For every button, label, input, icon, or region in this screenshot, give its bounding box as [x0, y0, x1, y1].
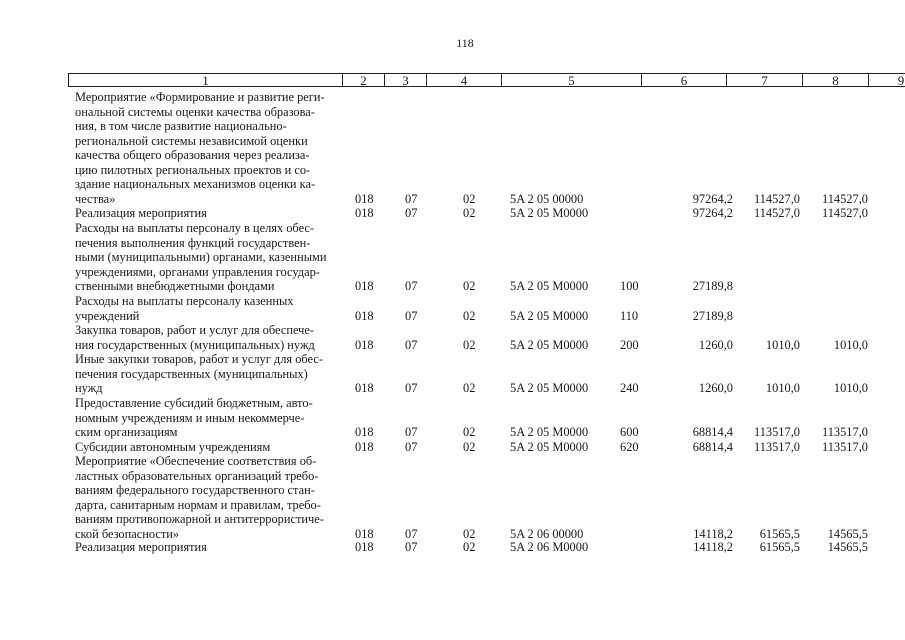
cell-c4: 02 [463, 381, 476, 396]
cell-c5: 5A 2 05 00000 [510, 191, 584, 206]
header-col-2: 2 [342, 73, 385, 87]
description-line: печения государственных (муниципальных) [75, 366, 308, 381]
description-line: Расходы на выплаты персоналу казенных [75, 294, 294, 308]
row-description [75, 440, 341, 455]
cell-c8: 61565,5 [759, 540, 800, 554]
cell-c7: 14118,2 [693, 540, 733, 554]
description-line: ными (муниципальными) органами, казенными [75, 250, 327, 265]
cell-c5: 5A 2 05 M0000 [510, 206, 589, 220]
cell-c6: 110 [620, 308, 639, 323]
cell-c5: 5A 2 05 M0000 [510, 440, 589, 454]
cell-c4: 02 [463, 279, 476, 294]
description-line: Субсидии автономным учреждениям [75, 440, 271, 454]
cell-c5: 5A 2 06 00000 [510, 526, 584, 541]
cell-c8: 114527,0 [753, 206, 800, 220]
description-line: Мероприятие «Обеспечение соответствия об- [75, 454, 317, 468]
row-description [75, 540, 341, 555]
description-line: региональной системы независимой оценки [75, 133, 308, 148]
table-header [68, 73, 905, 88]
cell-c9: 14565,5 [827, 540, 868, 554]
description-line: ваниям противопожарной и антитеррористиче- [75, 512, 324, 527]
row-description [75, 352, 341, 396]
cell-c4: 02 [463, 206, 476, 220]
description-line: номным учреждениям и иным некоммерче- [75, 410, 305, 425]
description-line: печения выполнения функций государствен- [75, 235, 311, 250]
cell-c8: 113517,0 [753, 425, 800, 440]
description-line: ния, в том числе развитие национально- [75, 119, 287, 134]
cell-c3: 07 [405, 308, 418, 323]
cell-c4: 02 [463, 337, 476, 352]
cell-c6: 200 [620, 337, 639, 352]
description-line: Иные закупки товаров, работ и услуг для обес- [75, 352, 323, 366]
cell-c3: 07 [405, 440, 418, 454]
cell-c7: 27189,8 [692, 279, 733, 294]
cell-c3: 07 [405, 206, 418, 220]
cell-c2: 018 [355, 425, 374, 440]
row-description [75, 90, 341, 206]
header-col-5: 5 [501, 73, 642, 87]
cell-c5: 5A 2 05 M0000 [510, 381, 589, 396]
cell-c3: 07 [405, 526, 418, 541]
cell-c2: 018 [355, 308, 374, 323]
header-col-3: 3 [384, 73, 427, 87]
description-line: учреждениями, органами управления государ- [75, 264, 320, 279]
cell-c8: 1010,0 [765, 381, 800, 396]
row-description [75, 221, 341, 294]
cell-c5: 5A 2 05 M0000 [510, 279, 589, 294]
cell-c9: 1010,0 [833, 381, 868, 396]
description-line: ским организациям [75, 425, 178, 440]
cell-c7: 97264,2 [692, 191, 733, 206]
cell-c3: 07 [405, 191, 418, 206]
cell-c3: 07 [405, 337, 418, 352]
cell-c5: 5A 2 05 M0000 [510, 425, 589, 440]
cell-c9: 113517,0 [821, 425, 868, 440]
cell-c4: 02 [463, 526, 476, 541]
header-col-8: 8 [802, 73, 869, 87]
cell-c6: 600 [620, 425, 639, 440]
cell-c3: 07 [405, 279, 418, 294]
cell-c7: 27189,8 [692, 308, 733, 323]
description-line: цию пилотных региональных проектов и со- [75, 162, 311, 177]
cell-c8: 61565,5 [759, 526, 800, 541]
description-line: учреждений [75, 308, 140, 323]
cell-c7: 14118,2 [693, 526, 733, 541]
row-description [75, 323, 341, 352]
cell-c4: 02 [463, 440, 476, 454]
header-col-9: 9 [868, 73, 905, 87]
header-col-7: 7 [726, 73, 803, 87]
description-line: Реализация мероприятия [75, 206, 207, 220]
description-line: Реализация мероприятия [75, 540, 207, 554]
description-line: Закупка товаров, работ и услуг для обеспече- [75, 323, 315, 337]
description-line: здание национальных механизмов оценки ка- [75, 177, 316, 192]
cell-c9: 114527,0 [821, 206, 868, 220]
cell-c2: 018 [355, 440, 374, 454]
cell-c2: 018 [355, 526, 374, 541]
cell-c3: 07 [405, 540, 418, 554]
row-description [75, 454, 341, 541]
cell-c2: 018 [355, 381, 374, 396]
row-description [75, 206, 341, 221]
cell-c2: 018 [355, 191, 374, 206]
cell-c5: 5A 2 05 M0000 [510, 337, 589, 352]
description-line: ской безопасности» [75, 526, 180, 541]
cell-c7: 1260,0 [698, 381, 733, 396]
description-line: качества общего образования через реализа- [75, 148, 310, 163]
cell-c7: 68814,4 [692, 425, 733, 440]
cell-c9: 1010,0 [833, 337, 868, 352]
cell-c3: 07 [405, 381, 418, 396]
row-description [75, 294, 341, 323]
cell-c6: 240 [620, 381, 639, 396]
cell-c6: 100 [620, 279, 639, 294]
cell-c4: 02 [463, 540, 476, 554]
cell-c8: 113517,0 [753, 440, 800, 454]
description-line: Предоставление субсидий бюджетным, авто- [75, 396, 313, 410]
cell-c9: 114527,0 [821, 191, 868, 206]
description-line: ственными внебюджетными фондами [75, 279, 275, 294]
header-col-1: 1 [68, 73, 343, 87]
cell-c7: 68814,4 [692, 440, 733, 454]
cell-c7: 1260,0 [698, 337, 733, 352]
row-description [75, 396, 341, 440]
cell-c6: 620 [620, 440, 639, 454]
description-line: чества» [75, 191, 116, 206]
description-line: ваниям федерального государственного стан- [75, 483, 315, 498]
cell-c4: 02 [463, 425, 476, 440]
description-line: ональной системы оценки качества образова- [75, 104, 315, 119]
description-line: нужд [75, 381, 103, 396]
description-line: ния государственных (муниципальных) нужд [75, 337, 315, 352]
header-col-4: 4 [426, 73, 502, 87]
cell-c8: 114527,0 [753, 191, 800, 206]
description-line: дарта, санитарным нормам и правилам, требо- [75, 497, 321, 512]
cell-c5: 5A 2 05 M0000 [510, 308, 589, 323]
cell-c2: 018 [355, 279, 374, 294]
header-col-6: 6 [641, 73, 727, 87]
description-line: Мероприятие «Формирование и развитие реги- [75, 90, 325, 104]
cell-c4: 02 [463, 308, 476, 323]
description-line: Расходы на выплаты персоналу в целях обес- [75, 221, 315, 235]
cell-c2: 018 [355, 206, 374, 220]
cell-c4: 02 [463, 191, 476, 206]
description-line: ластных образовательных организаций требо- [75, 468, 319, 483]
cell-c7: 97264,2 [692, 206, 733, 220]
cell-c9: 113517,0 [821, 440, 868, 454]
cell-c5: 5A 2 06 M0000 [510, 540, 589, 554]
cell-c9: 14565,5 [827, 526, 868, 541]
cell-c2: 018 [355, 337, 374, 352]
page-number: 118 [456, 36, 474, 50]
cell-c3: 07 [405, 425, 418, 440]
cell-c8: 1010,0 [765, 337, 800, 352]
cell-c2: 018 [355, 540, 374, 554]
